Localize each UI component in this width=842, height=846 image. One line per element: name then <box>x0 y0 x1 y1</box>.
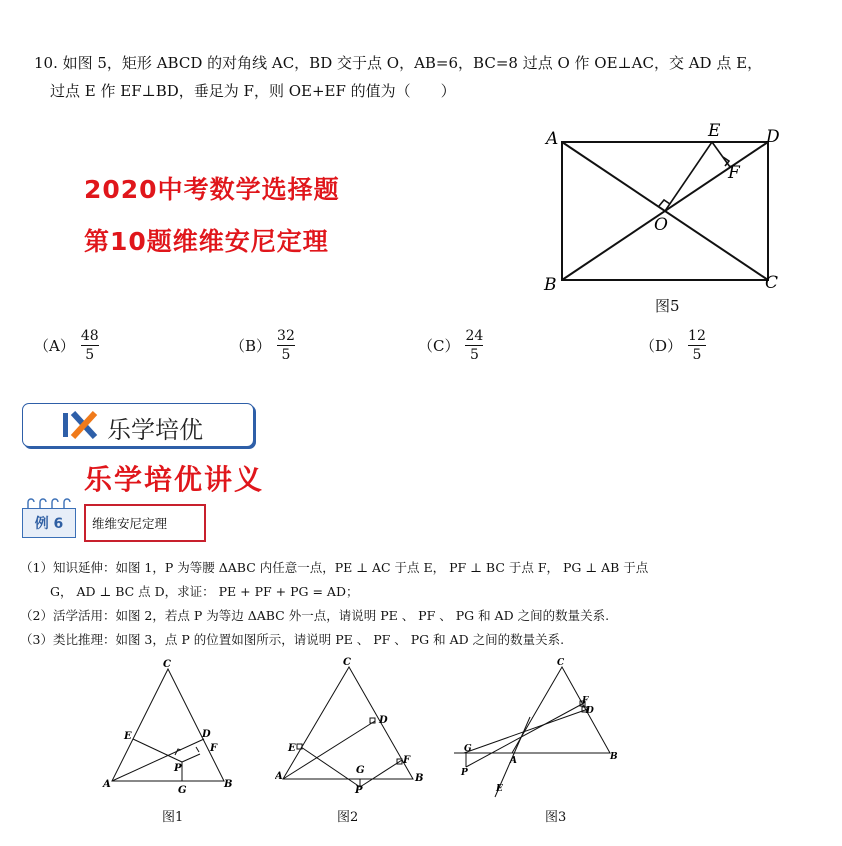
fig2-label-b: B <box>415 773 424 784</box>
label-b: B <box>544 275 557 295</box>
figure-1-caption: 图1 <box>162 810 184 825</box>
figure-3-caption: 图3 <box>545 810 567 825</box>
figure-2-triangle <box>275 655 425 795</box>
option-d-fraction <box>688 328 706 363</box>
option-b-numerator: 32 <box>277 328 295 344</box>
fig3-label-d: D <box>586 706 594 716</box>
label-c: C <box>765 273 779 293</box>
fig1-label-a: A <box>103 779 111 790</box>
label-o: O <box>654 215 668 235</box>
fig2-label-g: G <box>356 765 365 776</box>
option-a-label: （A） <box>34 337 75 355</box>
brand-logo-text: 乐学培优 <box>107 416 203 444</box>
fig3-label-c: C <box>557 658 565 668</box>
figure-3-triangle <box>450 655 625 805</box>
fig1-label-f: F <box>210 743 218 754</box>
banner-line-2: 第10题维维安尼定理 <box>84 227 329 256</box>
label-e: E <box>708 121 721 141</box>
option-d[interactable] <box>640 328 706 363</box>
option-d-denominator: 5 <box>692 347 702 363</box>
fig1-label-b: B <box>224 779 233 790</box>
option-d-label: （D） <box>640 337 683 355</box>
fig2-label-a: A <box>275 771 283 782</box>
figure-5-caption: 图5 <box>655 297 680 315</box>
example-item-1-cont: G， AD ⊥ BC 点 D，求证： PE + PF + PG = AD； <box>50 584 359 599</box>
figure-2-caption: 图2 <box>337 810 359 825</box>
option-b[interactable] <box>230 328 295 363</box>
option-d-numerator: 12 <box>688 328 706 344</box>
fig2-label-c: C <box>343 657 351 668</box>
fig1-label-g: G <box>178 785 187 795</box>
fig2-label-e: E <box>288 743 296 754</box>
option-c-numerator: 24 <box>465 328 484 344</box>
fig2-label-f: F <box>403 755 411 766</box>
example-item-3: （3）类比推理：如图 3，点 P 的位置如图所示，请说明 PE 、 PF 、 PG 和 AD 之间的数量关系. <box>20 632 565 647</box>
fig1-label-p: P <box>174 763 182 774</box>
brand-mark-icon <box>61 411 101 439</box>
option-a[interactable] <box>34 328 99 363</box>
label-d: D <box>766 127 780 147</box>
label-a: A <box>546 129 559 149</box>
fig3-label-b: B <box>610 752 618 762</box>
brand-logo-box <box>22 403 254 447</box>
example-item-1: （1）知识延伸：如图 1，P 为等腰 ΔABC 内任意一点，PE ⊥ AC 于点 E， PF ⊥ BC 于点 F， PG ⊥ AB 于点 <box>20 560 649 575</box>
fig1-label-d: D <box>202 729 211 740</box>
example-title: 维维安尼定理 <box>84 504 206 542</box>
figure-1-triangle <box>100 655 240 795</box>
segment-oe <box>665 142 712 211</box>
option-c-label: （C） <box>418 337 460 355</box>
option-a-numerator: 48 <box>80 328 99 344</box>
fig3-label-e: E <box>496 784 503 794</box>
fig2-label-p: P <box>355 785 363 795</box>
figure-5-rectangle <box>530 118 790 318</box>
fig3-label-f: F <box>582 696 589 706</box>
fig2-label-d: D <box>379 715 388 726</box>
option-c-fraction <box>465 328 483 363</box>
label-f: F <box>728 163 740 183</box>
fig1-label-c: C <box>163 659 171 670</box>
question-line-2: 过点 E 作 EF⊥BD，垂足为 F，则 OE+EF 的值为（ ） <box>50 82 456 100</box>
example-tag: 例 6 <box>22 508 76 538</box>
fig3-label-p: P <box>461 768 468 778</box>
option-a-fraction <box>81 328 99 363</box>
option-c-denominator: 5 <box>469 347 479 363</box>
fig1-label-e: E <box>124 731 132 742</box>
option-b-label: （B） <box>230 337 272 355</box>
option-c[interactable] <box>418 328 483 363</box>
question-line-1: 10. 如图 5，矩形 ABCD 的对角线 AC，BD 交于点 O，AB=6，BC=8 过点 O 作 OE⊥AC，交 AD 点 E， <box>34 54 763 72</box>
option-b-fraction <box>277 328 295 363</box>
banner-line-1: 2020中考数学选择题 <box>84 175 340 204</box>
option-b-denominator: 5 <box>281 347 291 363</box>
fig3-label-g: G <box>464 744 472 754</box>
example-item-2: （2）活学活用：如图 2，若点 P 为等边 ΔABC 外一点，请说明 PE 、 PF 、 PG 和 AD 之间的数量关系. <box>20 608 610 623</box>
fig3-label-a: A <box>510 756 517 766</box>
lecture-title: 乐学培优讲义 <box>84 463 265 496</box>
option-a-denominator: 5 <box>85 347 95 363</box>
